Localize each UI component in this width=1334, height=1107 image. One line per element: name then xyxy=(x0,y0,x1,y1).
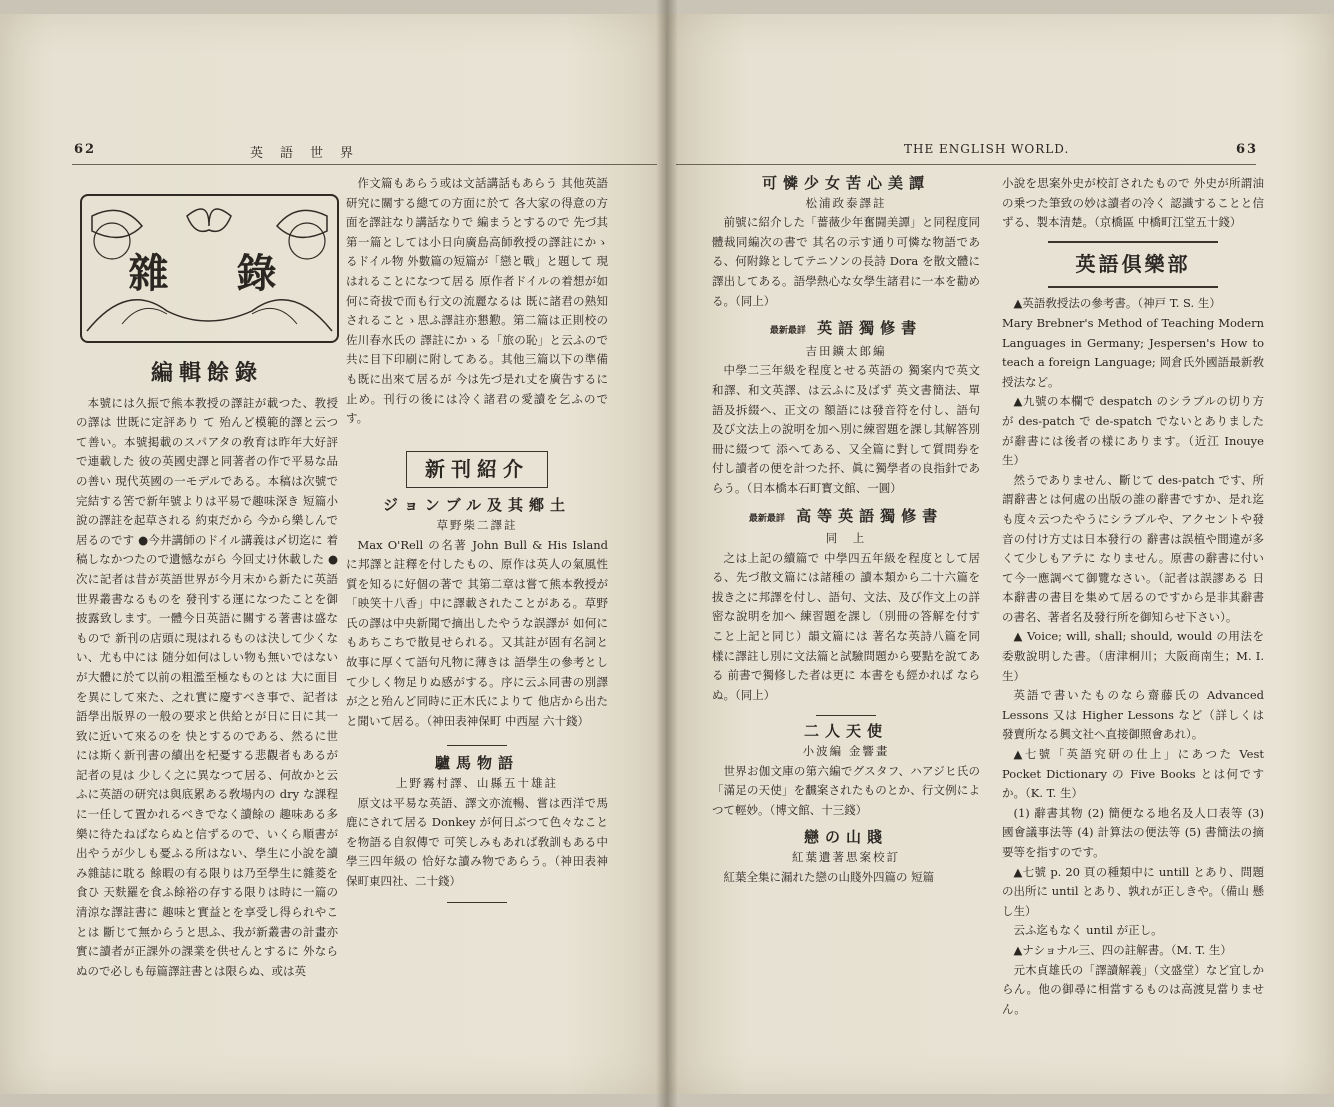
continued-review: 小說を思案外史が校訂されたもので 外史が所謂油の乗つた筆致の妙は讀者の冷く 認識することと信ずる、製本清楚。（京橋區 中橋町江堂五十錢） xyxy=(1002,176,1264,230)
divider xyxy=(1048,241,1218,243)
left-column-2 xyxy=(346,174,608,903)
book-title: 高等英語獨修書 xyxy=(796,506,944,525)
qa-entry: ▲英語敎授法の參考書。（神戸 T. S. 生） xyxy=(1013,296,1221,311)
book-translator: 吉田鑛太郎編 xyxy=(805,343,887,358)
section-heading: 編輯餘錄 xyxy=(150,360,263,386)
book-translator: 小波編 金響畫 xyxy=(802,744,890,759)
book-label: 最新最詳 xyxy=(748,513,785,524)
running-header: 英 語 世 界 xyxy=(250,146,356,161)
right-column-2 xyxy=(1002,174,1264,1019)
decorative-title-panel xyxy=(80,194,339,343)
qa-entry: 英語で書いたものなら齋藤氏の Advanced Lessons 又は Higher Lessons など（詳しくは發賣所なる興文社へ直接御照會あれ）。 xyxy=(1002,688,1264,742)
book-review: 紅葉全集に漏れた戀の山賤外四篇の 短篇 xyxy=(723,869,935,884)
qa-entry: 云ふ迄もなく until が正し。 xyxy=(1013,923,1163,938)
page-number: 62 xyxy=(74,142,97,157)
book-title: 驢馬物語 xyxy=(434,754,519,773)
qa-entry: ▲ Voice; will, shall; should, would の用法を委敷說明した書。（唐津桐川；大阪商南生；M. I. 生） xyxy=(1002,629,1264,683)
book-review: 之は上記の續篇で 中學四五年級を程度として居る、先づ散文篇には諸種の 讀本類から二十六篇を拔き之に邦譯を付し、語句、文法、及び作文上の詳密な說明を加へ 練習題を課し（別冊の答解を付すこと上記と同じ）韻文篇には 著名な英詩八篇を同樣に譯註し別に文法篇と試驗問題から要點を說てある 前書で獨修した者は更に 本書をも經かれば ならぬ。（同上） xyxy=(712,550,980,702)
book-translator: 紅葉遺著思案校訂 xyxy=(792,850,900,864)
book-title: 英語獨修書 xyxy=(817,319,923,338)
book-title: 可憐少女苦心美譚 xyxy=(761,174,930,192)
book-review: 世界お伽文庫の第六編でグスタフ、ハアジヒ氏の「滿足の天使」を飜案されたものとか、行文例によつて輕妙。（博文館、十三錢） xyxy=(712,763,980,817)
club-title: 英語倶樂部 xyxy=(1075,251,1191,276)
section-box-title: 新刊紹介 xyxy=(406,451,548,489)
book-translator: 同 上 xyxy=(825,531,867,546)
qa-entry: ▲七號「英語究研の仕上」にあつた Vest Pocket Dictionary の Five Books とは何ですか。（K. T. 生） xyxy=(1002,747,1264,801)
left-page xyxy=(0,14,666,1094)
header-rule xyxy=(72,164,657,165)
book-review: 前號に紹介した「薔薇少年奮闘美譚」と同程度同體裁同編次の書で 其名の示す通り可憐な物語である、何附錄としてテニソンの長詩 Dora を散文體に譯出してある。語學熱心な女學生諸君に一本を勸める。（同上） xyxy=(712,215,980,308)
deco-title: 雜 錄 xyxy=(128,250,291,297)
header-rule xyxy=(676,164,1256,165)
book-translator: 松浦政泰譯註 xyxy=(805,195,887,210)
qa-entry: ▲九號の本欄で despatch のシラブルの切り方が des-patch で de-spatch でないとありましたが辭書には後者の樣にあります。（近江 Inouye 生） xyxy=(1002,394,1264,468)
book-review: 中學二三年級を程度とせる英語の 獨案内で英文和譯、和文英譯、は云ふに及ばず 英文書簡法、單語及拆綴へ、正文の 額語には發音符を付し、語句及び文法上の說明を加へ別に練習題を課し其解答別冊に綴つて 添へてある、又全篇に對して質問券を付し讀者の便を計つた抔、眞に獨學者の良指針であらう。（日本橋本石町寳文館、一圓） xyxy=(712,363,980,495)
page-number: 63 xyxy=(1236,142,1259,157)
editorial-paragraph: 本號には久振で熊本教授の譯註が載つた、教授の譯は 世既に定評あり て 殆んど模範的譯と云つて善い。本號掲載のスパアタの敎育は昨年大好評で連載した 彼の英國史譯と同著者の作で平易な品の善い 現代英國の一モデルである。本稿は次號で完結する筈で新年號よりは平易で趣味深き 短篇小說の譯註を起草される 約束だから 今から樂しんで居るのです ●今井講師のドイル講義は〆切迄に 着稿しなかつたので遺憾ながら 今回丈け休載した ●次に記者は昔が英語世界が今月末から新たに英語世界叢書なるものを 發刊する運になつたことを御披露致します。一體今日英語に關する著書は盛なもので 新刊の店頭に現はれるものは決して少くない、尤も中には 随分如何はしい物も無いではないが大體に於て以前の粗濫至極なものとは 大に面目を異にして來た、之れ實に慶すべき事で、記者は 語學出版界の一般の要求と供給とが日に日に其一致に近いて來るのを 快とするのである、然るに世には斯く新刊書の續出を杞憂する悲觀者もあるが記者の見は 少しく之に異なつて居る、何故かと云ふに英語の研究は與底累ある敎場内の dry な課程に一任して置かれるべきでなく讀餘の 趣味ある多樂に待たねばならぬと信ずるので、いくら順書が出やうが少しも憂ふる所はない、學生に小說を讀み雜誌に耽る 餘暇の有る限りは乃至學生に雜菱を食ひ 天麩羅を食ふ餘裕の存する限りは時に一篇の清涼な譯註書に 趣味と實益とを享受し得られやことは 斷じて無からうと思ふ、我が新叢書の計畫亦實に讀者が正課外の課業を供せんとするに 外ならぬので必しも毎篇譯註書とは限らぬ、或は英 xyxy=(76,395,338,978)
right-page xyxy=(668,14,1334,1094)
qa-entry: ▲ナショナル三、四の註解書。（M. T. 生） xyxy=(1013,942,1232,957)
book-label: 最新最詳 xyxy=(769,326,806,337)
qa-entry: Mary Brebner's Method of Teaching Modern Languages in Germany; Jespersen's How to teach a foreign Language; 岡倉氏外國語最新敎授法など。 xyxy=(1002,315,1264,389)
qa-entry: 元木貞雄氏の「譯讀解義」（文盛堂）など宜しからん。他の御尋に相當するものは高渡見當りません。 xyxy=(1002,962,1264,1016)
book-title: 二人天使 xyxy=(803,722,888,741)
book-title-row xyxy=(712,507,980,530)
left-column-1 xyxy=(76,360,338,981)
book-translator: 草野柴二譯註 xyxy=(436,517,518,532)
right-column-1 xyxy=(712,174,980,887)
qa-entry: ▲七號 p. 20 頁の種類中に untill とあり、問題の出所に until とあり、孰れが正しきや。（備山 懸し生） xyxy=(1002,864,1264,918)
book-gutter xyxy=(656,0,678,1107)
book-title-row xyxy=(712,319,980,342)
running-header: THE ENGLISH WORLD. xyxy=(904,142,1070,156)
book-review: Max O'Rell の名著 John Bull & His Island に邦譯と註釋を付したもの、原作は英人の氣風性質を知るに好個の著で 其第二章は嘗て熊本敎授が「映笑十八香」中に譯載されたことがある。草野氏の譯は中央新聞で摘出したやうな誤譯が 如何にもあちこちで散見せられる。又其註が固有名詞と故事に厚くて語句凡物に薄きは 語學生の參考として少しく物足りぬ感がする。序に云ふ同書の別譯が之と殆んど同時に正木氏によりて 他店から出たと聞いて居る。（神田表神保町 中西屋 六十錢） xyxy=(346,537,608,728)
book-title: 戀の山賤 xyxy=(803,828,888,847)
book-title: ジョンブル及其鄕土 xyxy=(382,496,572,515)
divider xyxy=(447,902,507,903)
book-translator: 上野霧村譯、山縣五十雄註 xyxy=(396,776,558,791)
editorial-paragraph: 作文篇もあらう或は文話講話もあらう 其他英語研究に關する總ての方面に於て 各大家の得意の方面を譯註なり講話なりで 編まうとするので 先づ其第一篇としては小日向廣島高師敎授の譯註にかゝるドイル物 外數篇の短篇が「戀と戰」と題して 現はれることになつて居る 原作者ドイルの着想が如何に奇拔で而も行文の流麗なるは 既に諸君の熟知されることゝ思ふ譯註亦懇懃。第二篇は正則校の佐川春水氏の 譯註にかゝる「旅の恥」と云ふので共に目下印刷に附してある。其他三篇以下の準備も既に出來て居るが 今は先づ是れ丈を廣告するに止め。刊行の後には冷く諸君の愛讀を乞ふのです。 xyxy=(346,176,608,426)
qa-entry: 然うでありません、斷じて des-patch です、所謂辭書とは何處の出版の誰の辭書ですか、是れ迄も度々云つたやうにシラブルや、アクセントや發音の付け方丈は日本發行の 辭書は誤植や間違が多くて少しもアテに なりません。原書の辭書に付いて今一應調べて御覽なさい。（記者は誤謬ある 日本辭書の書目を集めて居るのですから是非其辭書の書名、著者名及發行所を御知らせ下さい）。 xyxy=(1002,472,1264,624)
book-review: 原文は平易な英語、譯文亦流暢、嘗は西洋で馬鹿にされて居る Donkey が何日ぶつて色々なことを物語る自叙傳で 可笑しみもあれば敎訓もある中學三四年級の 恰好な讀み物であらう。（神田表神保町東四社、二十錢） xyxy=(346,795,608,888)
qa-entry: (1) 辭書其物 (2) 簡便なる地名及人口表等 (3) 國會議事法等 (4) 計算法の便法等 (5) 書簡法の摘要等を指すのです。 xyxy=(1002,805,1264,859)
